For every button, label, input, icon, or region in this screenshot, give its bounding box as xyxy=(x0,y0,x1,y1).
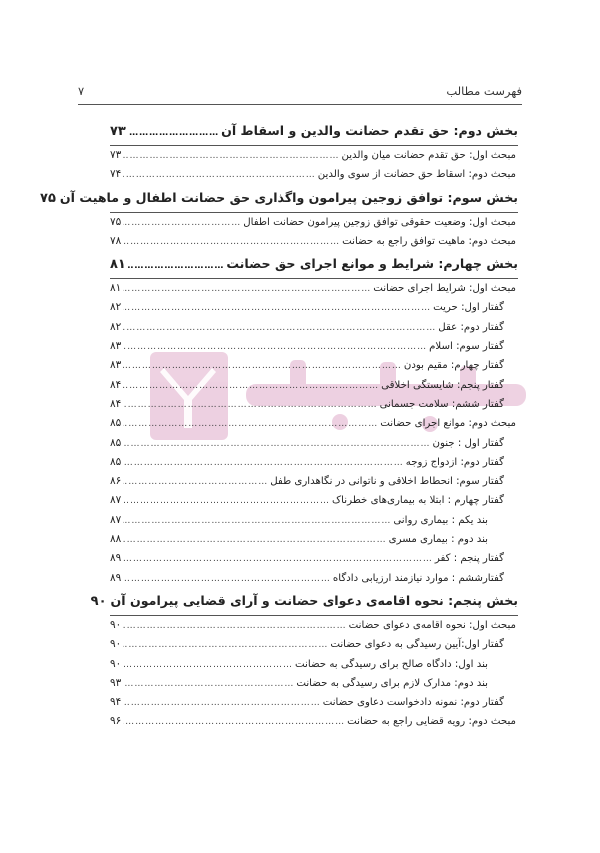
dot-leader xyxy=(123,435,430,454)
toc-entry-title: گفتار دوم: نمونه دادخواست دعاوی حضانت xyxy=(322,697,504,709)
toc-page-number: ۷۸ xyxy=(110,234,122,247)
toc-entry-row xyxy=(110,434,518,453)
toc-entry-title: گفتار دوم: ازدواج زوجه xyxy=(405,456,504,468)
toc-page-number: ۸۲ xyxy=(110,320,122,333)
toc-entry-title: گفتار سوم: اسلام xyxy=(429,341,504,353)
toc-entry-title: گفتار اول: حریت xyxy=(433,302,504,314)
toc-entry-title: بند دوم : بیماری مسری xyxy=(388,534,488,546)
header-page-number: ۷ xyxy=(78,84,85,98)
toc-section-title: بخش سوم: توافق زوجین پیرامون واگذاری حق حضانت اطفال و ماهیت آن xyxy=(59,189,518,205)
toc-section-title: بخش پنجم: نحوه اقامه‌ی دعوای حضانت و آرای قضایی پیرامون آن xyxy=(110,592,518,608)
toc-page-number: ۷۵ xyxy=(40,190,56,206)
toc-page-number: ۸۳ xyxy=(110,359,122,372)
toc-entry-row xyxy=(110,569,518,588)
toc-page-number: ۸۵ xyxy=(110,436,122,449)
toc-entry-title: مبحث دوم: رویه قضایی راجع به حضانت xyxy=(347,716,516,728)
toc-page-number: ۸۲ xyxy=(110,301,122,314)
toc-entry-title: مبحث دوم: اسقاط حق حضانت از سوی والدین xyxy=(317,169,516,181)
table-of-contents xyxy=(40,118,518,732)
dot-leader xyxy=(123,550,433,569)
toc-entry-title: گفتار ششم: سلامت جسمانی xyxy=(379,398,504,410)
dot-leader xyxy=(123,454,403,473)
toc-entry-title: مبحث دوم: ماهیت توافق راجع به حضانت xyxy=(342,235,516,247)
toc-page-number: ۹۶ xyxy=(110,715,122,728)
dot-leader xyxy=(123,233,340,252)
toc-page-number: ۹۰ xyxy=(110,638,122,651)
dot-leader xyxy=(123,415,378,434)
toc-entry-row xyxy=(110,549,518,568)
toc-entry-row xyxy=(110,298,518,317)
toc-entry-title: بند یکم : بیماری روانی xyxy=(393,514,488,526)
toc-entry-row xyxy=(110,712,518,731)
toc-entry-title: گفتار سوم: انحطاط اخلاقی و ناتوانی در نگاهداری طفل xyxy=(270,476,504,488)
toc-entry-title: گفتار اول:آیین رسیدگی به دعوای حضانت xyxy=(330,639,504,651)
dot-leader xyxy=(123,512,391,531)
dot-leader xyxy=(123,299,431,318)
toc-entry-row xyxy=(110,491,518,510)
toc-entry-title: مبحث دوم: موانع اجرای حضانت xyxy=(380,418,516,430)
toc-page-number: ۸۵ xyxy=(110,455,122,468)
toc-page-number: ۷۳ xyxy=(110,149,122,161)
dot-leader xyxy=(123,319,436,338)
dot-leader xyxy=(123,280,371,299)
toc-entry-row xyxy=(110,165,518,184)
toc-page-number: ۹۴ xyxy=(110,696,122,709)
toc-entry-title: گفتار چهارم: مقیم بودن xyxy=(403,360,504,372)
dot-leader xyxy=(123,531,386,550)
dot-leader xyxy=(123,396,377,415)
toc-entry-row xyxy=(110,674,518,693)
dot-leader xyxy=(123,473,268,492)
dot-leader xyxy=(123,570,331,589)
toc-section-title: بخش دوم: حق تقدم حضانت والدین و اسقاط آن xyxy=(221,123,518,138)
toc-entry-row xyxy=(110,414,518,433)
dot-leader xyxy=(123,656,293,675)
toc-page-number: ۸۶ xyxy=(110,475,122,488)
toc-section-row xyxy=(110,118,518,144)
toc-section-row xyxy=(110,251,518,277)
dot-leader xyxy=(123,694,320,713)
toc-entry-row xyxy=(110,337,518,356)
toc-entry-title: گفتار اول : جنون xyxy=(432,437,504,449)
toc-page-number: ۸۷ xyxy=(110,513,122,526)
toc-page-number: ۸۹ xyxy=(110,571,122,584)
dot-leader xyxy=(123,357,402,376)
dot-leader xyxy=(123,675,294,694)
toc-entry-row xyxy=(110,318,518,337)
toc-entry-row xyxy=(110,635,518,654)
toc-page-number: ۸۳ xyxy=(110,340,122,353)
toc-entry-row xyxy=(110,511,518,530)
toc-entry-row xyxy=(110,376,518,395)
toc-entry-row xyxy=(110,232,518,251)
toc-section-row xyxy=(90,588,518,614)
toc-entry-row xyxy=(110,453,518,472)
dot-leader xyxy=(123,713,345,732)
toc-page-number: ۹۳ xyxy=(110,676,122,689)
toc-page-number: ۸۸ xyxy=(110,533,122,546)
dot-leader xyxy=(128,120,219,146)
toc-page-number: ۷۴ xyxy=(110,168,122,181)
toc-section-title: بخش چهارم: شرایط و موانع اجرای حق حضانت xyxy=(226,256,518,272)
dot-leader xyxy=(123,377,379,396)
toc-page-number: ۸۴ xyxy=(110,397,122,410)
toc-entry-row xyxy=(110,616,518,635)
toc-page-number: ۷۳ xyxy=(110,124,126,139)
toc-page-number: ۹۰ xyxy=(110,618,122,631)
toc-entry-row xyxy=(110,530,518,549)
toc-entry-title: گفتار پنجم : کفر xyxy=(434,553,504,565)
header-title: فهرست مطالب xyxy=(446,84,522,98)
toc-entry-title: گفتارششم : موارد نیازمند ارزیابی دادگاه xyxy=(332,572,504,584)
dot-leader xyxy=(123,617,346,636)
dot-leader xyxy=(123,166,316,185)
toc-page-number: ۸۷ xyxy=(110,494,122,507)
toc-entry-title: گفتار دوم: عقل xyxy=(438,321,504,333)
dot-leader xyxy=(123,492,330,511)
dot-leader xyxy=(123,214,241,233)
toc-page-number: ۹۰ xyxy=(90,593,107,609)
toc-entry-title: بند اول: دادگاه صالح برای رسیدگی به حضانت xyxy=(295,658,488,670)
dot-leader xyxy=(123,636,328,655)
toc-entry-row xyxy=(110,356,518,375)
toc-entry-title: مبحث اول: حق تقدم حضانت میان والدین xyxy=(341,150,516,161)
toc-entry-row xyxy=(110,472,518,491)
toc-entry-row xyxy=(110,279,518,298)
toc-page-number: ۷۵ xyxy=(110,215,122,228)
toc-entry-title: مبحث اول: نحوه اقامه‌ی دعوای حضانت xyxy=(348,619,516,631)
toc-section-row xyxy=(40,185,518,211)
toc-entry-title: گفتار پنجم: شایستگی اخلاقی xyxy=(381,379,504,391)
running-header xyxy=(78,84,522,102)
toc-page-number: ۸۹ xyxy=(110,552,122,565)
toc-entry-row xyxy=(110,213,518,232)
toc-page-number: ۹۰ xyxy=(110,657,122,670)
toc-entry-row xyxy=(110,146,518,165)
toc-entry-row xyxy=(110,395,518,414)
dot-leader xyxy=(128,253,224,279)
toc-entry-title: بند دوم: مدارک لازم برای رسیدگی به حضانت xyxy=(296,677,488,689)
dot-leader xyxy=(123,147,339,166)
toc-entry-title: مبحث اول: شرایط اجرای حضانت xyxy=(373,283,516,295)
toc-entry-title: گفتار چهارم : ابتلا به بیماری‌های خطرناک xyxy=(332,495,504,507)
toc-entry-row xyxy=(110,655,518,674)
header-rule xyxy=(78,104,522,105)
toc-page-number: ۸۱ xyxy=(110,282,122,295)
toc-page-number: ۸۵ xyxy=(110,417,122,430)
dot-leader xyxy=(123,338,427,357)
toc-entry-title: مبحث اول: وضعیت حقوقی توافق زوجین پیرامون حضانت اطفال xyxy=(243,216,516,228)
toc-page-number: ۸۱ xyxy=(110,257,126,273)
toc-entry-row xyxy=(110,693,518,712)
toc-page-number: ۸۴ xyxy=(110,378,122,391)
